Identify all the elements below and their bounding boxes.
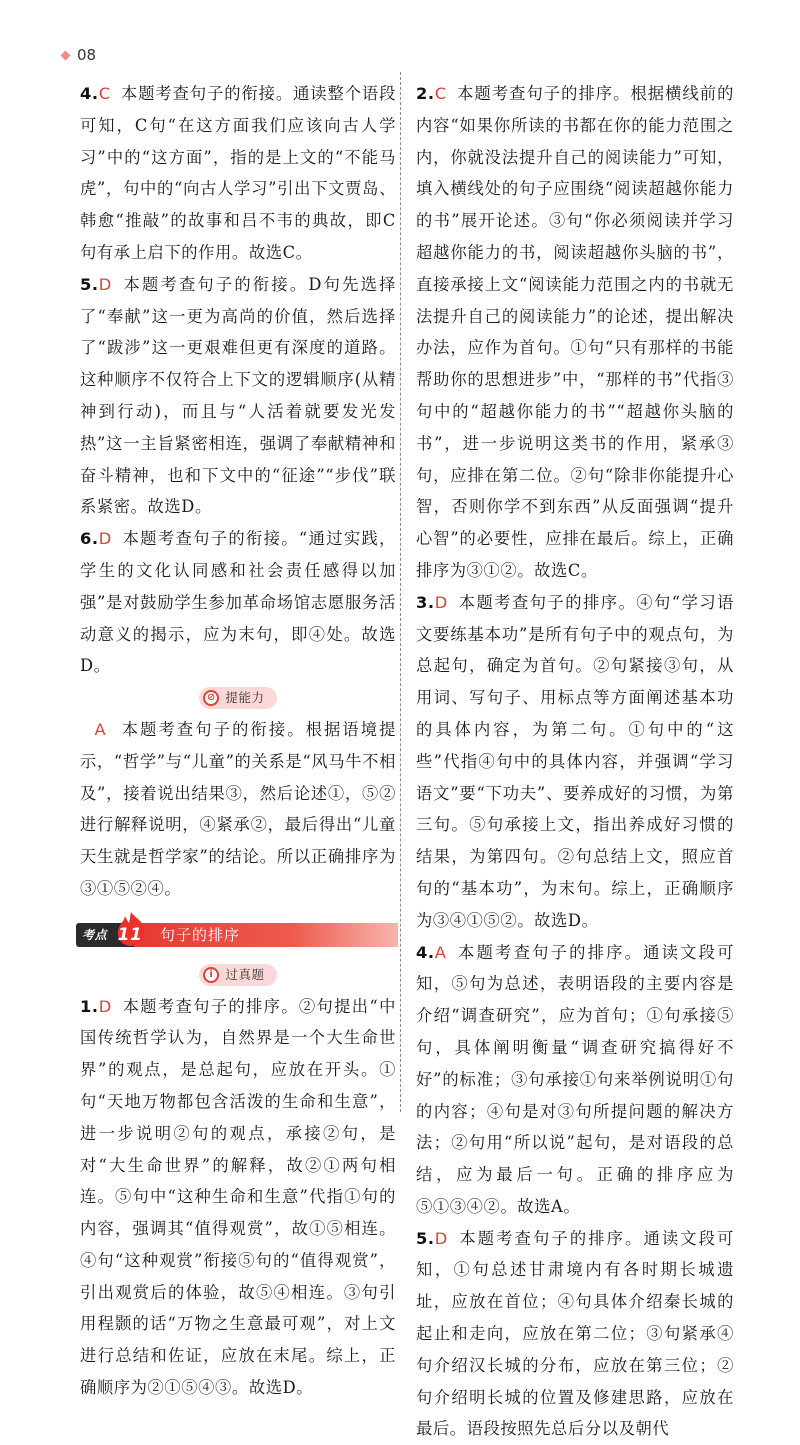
answer-text: 本题考查句子的衔接。根据语境提示，“哲学”与“儿童”的关系是“风马牛不相及”，接着说出结果③，然后论述①，⑤②进行解释说明，④紧承②，最后得出“儿童天生就是哲学家”的结论。所以正确排序为③①⑤②④。 bbox=[80, 719, 396, 898]
item-number: 5. bbox=[416, 1228, 435, 1248]
answer-text: 本题考查句子的排序。④句“学习语文要练基本功”是所有句子中的观点句，为总起句，确定为首句。②句紧接③句，从用词、写句子、用标点等方面阐述基本功的具体内容，为第二句。①句中的“这些”代指④句中的具体内容，并强调“学习语文”要“下功夫”、要养成好的习惯，为第三句。⑤句承接上文，指出养成好习惯的结果，为第四句。②句总结上文，照应首句的“基本功”，为末句。综上，正确顺序为③④①⑤②。故选D。 bbox=[416, 592, 734, 930]
answer-item-5b bbox=[416, 1223, 734, 1445]
answer-text: 本题考查句子的衔接。D句先选择了“奉献”这一更为高尚的价值，然后选择了“跋涉”这一更艰难但更有深度的道路。这种顺序不仅符合上下文的逻辑顺序(从精神到行动)，而且与“人活着就要发光发热”这一主旨紧密相连，强调了奉献精神和奋斗精神，也和下文中的“征途”“步伐”联系紧密。故选D。 bbox=[80, 274, 396, 517]
answer-item-3 bbox=[416, 587, 734, 937]
answer-letter: C bbox=[434, 84, 447, 103]
item-number: 4. bbox=[416, 942, 435, 962]
right-column bbox=[416, 78, 734, 1445]
diamond-icon bbox=[61, 50, 71, 60]
info-icon: i bbox=[203, 967, 219, 983]
banner-title: 句子的排序 bbox=[160, 925, 241, 944]
answer-letter: D bbox=[434, 1228, 448, 1248]
answer-text: 本题考查句子的排序。根据横线前的内容“如果你所读的书都在你的能力范围之内，你就没法提升自己的阅读能力”可知，填入横线处的句子应围绕“阅读超越你能力的书”展开论述。③句“你必须阅读并学习超越你能力的书，阅读超越你头脑的书”，直接承接上文“阅读能力范围之内的书就无法提升自己的阅读能力”的论述，提出解决办法，应作为首句。①句“只有那样的书能帮助你的思想进步”中，“那样的书”代指③句中的“超越你能力的书”“超越你头脑的书”，进一步说明这类书的作用，紧承③句，应排在第二位。②句“除非你能提升心智，否则你学不到东西”从反面强调“提升心智”的必要性，应排在最后。综上，正确排序为③①②。故选C。 bbox=[416, 84, 734, 580]
answer-item-4 bbox=[80, 78, 396, 269]
answer-text: 本题考查句子的排序。通读文段可知，①句总述甘肃境内有各时期长城遗址，应放在首位；④句具体介绍秦长城的起止和走向，应放在第二位；③句紧承④句介绍汉长城的分布，应放在第三位；②句介绍明长城的位置及修建思路，应放在最后。语段按照先总后分以及朝代 bbox=[416, 1228, 734, 1439]
item-number: 2. bbox=[416, 84, 435, 103]
improve-badge-row bbox=[80, 682, 396, 714]
improve-answer bbox=[80, 714, 396, 905]
answer-letter: D bbox=[98, 529, 112, 549]
answer-letter: D bbox=[434, 592, 448, 612]
answer-item-5 bbox=[80, 269, 396, 523]
item-number: 5. bbox=[80, 274, 99, 294]
column-divider bbox=[400, 72, 401, 1112]
answer-text: 本题考查句子的排序。通读文段可知，⑤句为总述，表明语段的主要内容是介绍“调查研究”，应为首句；①句承接⑤句，具体阐明衡量“调查研究搞得好不好”的标准；③句承接①句来举例说明①句的内容；④句是对③句所提问题的解决方法；②句用“所以说”起句，是对语段的总结，应为最后一句。正确的排序应为⑤①③④②。故选A。 bbox=[416, 942, 734, 1216]
answer-item-6 bbox=[80, 523, 396, 682]
answer-text: 本题考查句子的排序。②句提出“中国传统哲学认为，自然界是一个大生命世界”的观点，是总起句，应放在开头。①句“天地万物都包含活泼的生命和生意”，进一步说明②句的观点，承接②句，是对“大生命世界”的解释，故②①两句相连。⑤句中“这种生命和生意”代指①句的内容，强调其“值得观赏”，故①⑤相连。④句“这种观赏”衔接⑤句的“值得观赏”，引出观赏后的体验，故⑤④相连。③句引用程颢的话“万物之生意最可观”，对上文进行总结和佐证，应放在末尾。综上，正确顺序为②①⑤④③。故选D。 bbox=[80, 996, 396, 1398]
answer-letter: A bbox=[434, 942, 447, 962]
improve-badge-label: 提能力 bbox=[225, 690, 265, 706]
page-number bbox=[62, 46, 96, 64]
left-column bbox=[80, 78, 396, 1404]
real-badge-label: 过真题 bbox=[225, 966, 265, 982]
item-number: 3. bbox=[416, 592, 435, 612]
item-number: 4. bbox=[80, 84, 99, 103]
banner-number: 11 bbox=[117, 924, 143, 945]
real-badge-row bbox=[80, 959, 396, 991]
page-number-text: 08 bbox=[77, 46, 97, 64]
item-number: 1. bbox=[80, 996, 99, 1016]
answer-text: 本题考查句子的衔接。“通过实践，学生的文化认同感和社会责任感得以加强”是对鼓励学生参加革命场馆志愿服务活动意义的揭示，应为末句，即④处。故选D。 bbox=[80, 529, 396, 676]
answer-item-4b bbox=[416, 937, 734, 1223]
answer-item-1 bbox=[80, 991, 396, 1404]
compass-icon: ⊘ bbox=[203, 690, 219, 706]
section-banner bbox=[76, 913, 398, 951]
answer-letter: D bbox=[98, 274, 112, 294]
answer-letter: D bbox=[98, 996, 112, 1016]
answer-text: 本题考查句子的衔接。通读整个语段可知，C句“在这方面我们应该向古人学习”中的“这方面”，指的是上文的“不能马虎”，句中的“向古人学习”引出下文贾岛、韩愈“推敲”的故事和吕不韦的典故，即C句有承上启下的作用。故选C。 bbox=[80, 84, 396, 262]
answer-letter: C bbox=[98, 84, 111, 103]
banner-label: 考点 bbox=[82, 927, 108, 942]
item-number: 6. bbox=[80, 529, 99, 549]
answer-letter: A bbox=[94, 719, 107, 739]
answer-item-2 bbox=[416, 78, 734, 587]
improve-badge bbox=[199, 687, 276, 709]
real-badge bbox=[199, 964, 276, 986]
